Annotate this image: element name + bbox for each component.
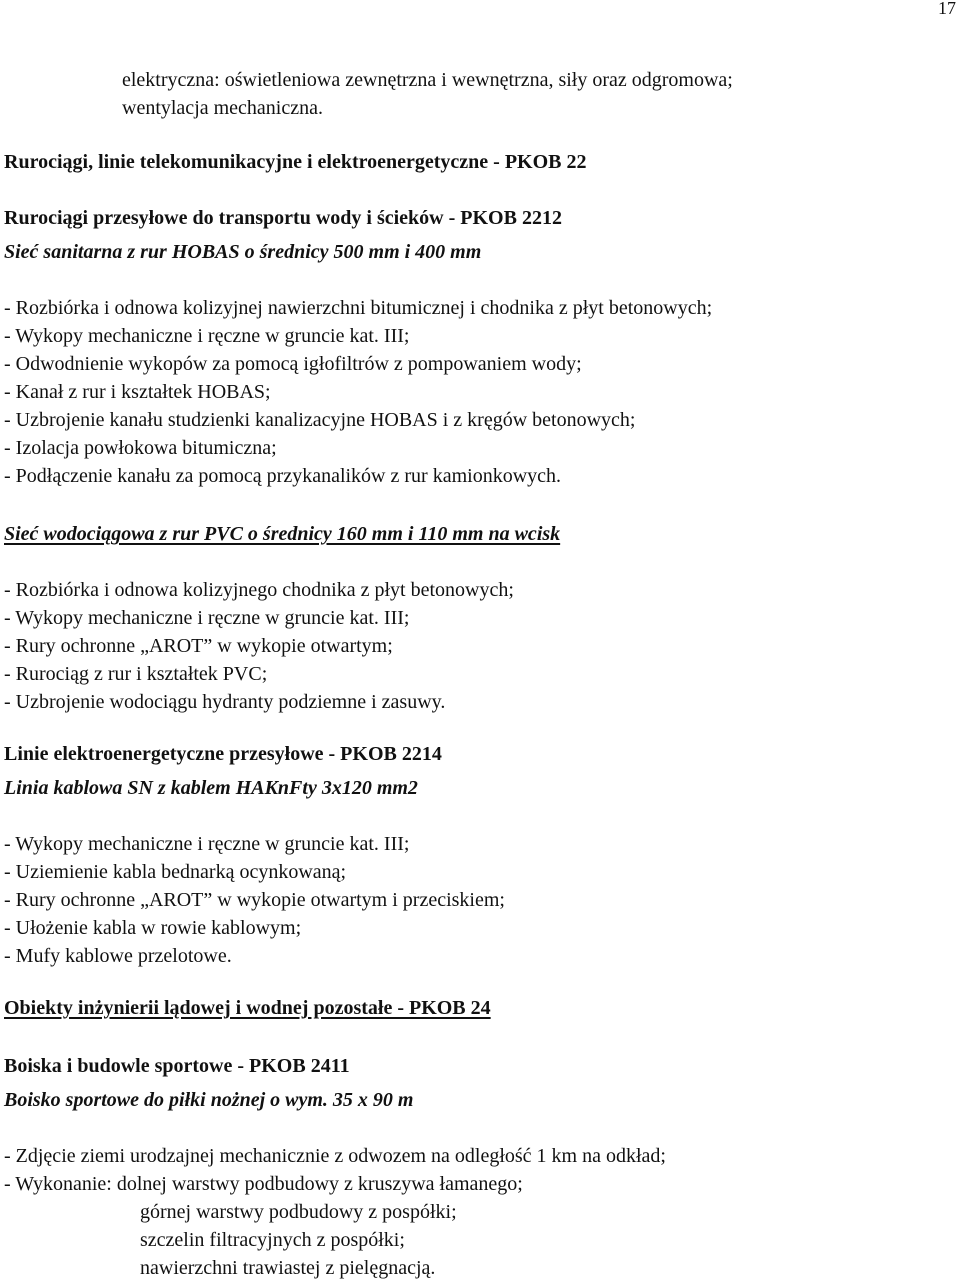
list-item: - Izolacja powłokowa bitumiczna; — [4, 437, 277, 459]
list-item: - Wykopy mechaniczne i ręczne w gruncie kat. III; — [4, 325, 410, 347]
intro-line: elektryczna: oświetleniowa zewnętrzna i wewnętrzna, siły oraz odgromowa; — [122, 69, 733, 91]
list-item: - Zdjęcie ziemi urodzajnej mechanicznie z odwozem na odległość 1 km na odkład; — [4, 1145, 666, 1167]
list-item: - Wykopy mechaniczne i ręczne w gruncie kat. III; — [4, 607, 410, 629]
section-heading: Rurociągi, linie telekomunikacyjne i elektroenergetyczne - PKOB 22 — [4, 151, 587, 173]
list-item-continuation: szczelin filtracyjnych z pospółki; — [140, 1229, 405, 1251]
subsection-heading: Rurociągi przesyłowe do transportu wody i ścieków - PKOB 2212 — [4, 207, 562, 229]
list-item: - Ułożenie kabla w rowie kablowym; — [4, 917, 302, 939]
intro-line: wentylacja mechaniczna. — [122, 97, 323, 119]
list-item-continuation: górnej warstwy podbudowy z pospółki; — [140, 1201, 457, 1223]
page-number: 17 — [938, 0, 956, 18]
list-item: - Rury ochronne „AROT” w wykopie otwartym i przeciskiem; — [4, 889, 505, 911]
list-item: - Rurociąg z rur i kształtek PVC; — [4, 663, 268, 685]
list-item: - Rury ochronne „AROT” w wykopie otwartym; — [4, 635, 393, 657]
item-heading: Boisko sportowe do piłki nożnej o wym. 35 x 90 m — [4, 1089, 414, 1111]
item-heading: Sieć sanitarna z rur HOBAS o średnicy 500 mm i 400 mm — [4, 241, 482, 263]
list-item: - Mufy kablowe przelotowe. — [4, 945, 232, 967]
list-item: - Wykonanie: dolnej warstwy podbudowy z kruszywa łamanego; — [4, 1173, 523, 1195]
list-item: - Uziemienie kabla bednarką ocynkowaną; — [4, 861, 347, 883]
item-heading: Linia kablowa SN z kablem HAKnFty 3x120 mm2 — [4, 777, 418, 799]
subsection-heading: Boiska i budowle sportowe - PKOB 2411 — [4, 1055, 350, 1077]
section-heading: Obiekty inżynierii lądowej i wodnej pozostałe - PKOB 24 — [4, 997, 491, 1019]
list-item: - Rozbiórka i odnowa kolizyjnej nawierzchni bitumicznej i chodnika z płyt betonowych; — [4, 297, 713, 319]
subsection-heading: Linie elektroenergetyczne przesyłowe - PKOB 2214 — [4, 743, 442, 765]
list-item: - Uzbrojenie wodociągu hydranty podziemne i zasuwy. — [4, 691, 446, 713]
list-item: - Odwodnienie wykopów za pomocą igłofiltrów z pompowaniem wody; — [4, 353, 582, 375]
list-item: - Wykopy mechaniczne i ręczne w gruncie kat. III; — [4, 833, 410, 855]
item-heading: Sieć wodociągowa z rur PVC o średnicy 160 mm i 110 mm na wcisk — [4, 523, 561, 545]
list-item: - Kanał z rur i kształtek HOBAS; — [4, 381, 271, 403]
list-item: - Podłączenie kanału za pomocą przykanalików z rur kamionkowych. — [4, 465, 562, 487]
list-item-continuation: nawierzchni trawiastej z pielęgnacją. — [140, 1257, 436, 1279]
list-item: - Uzbrojenie kanału studzienki kanalizacyjne HOBAS i z kręgów betonowych; — [4, 409, 636, 431]
list-item: - Rozbiórka i odnowa kolizyjnego chodnika z płyt betonowych; — [4, 579, 514, 601]
